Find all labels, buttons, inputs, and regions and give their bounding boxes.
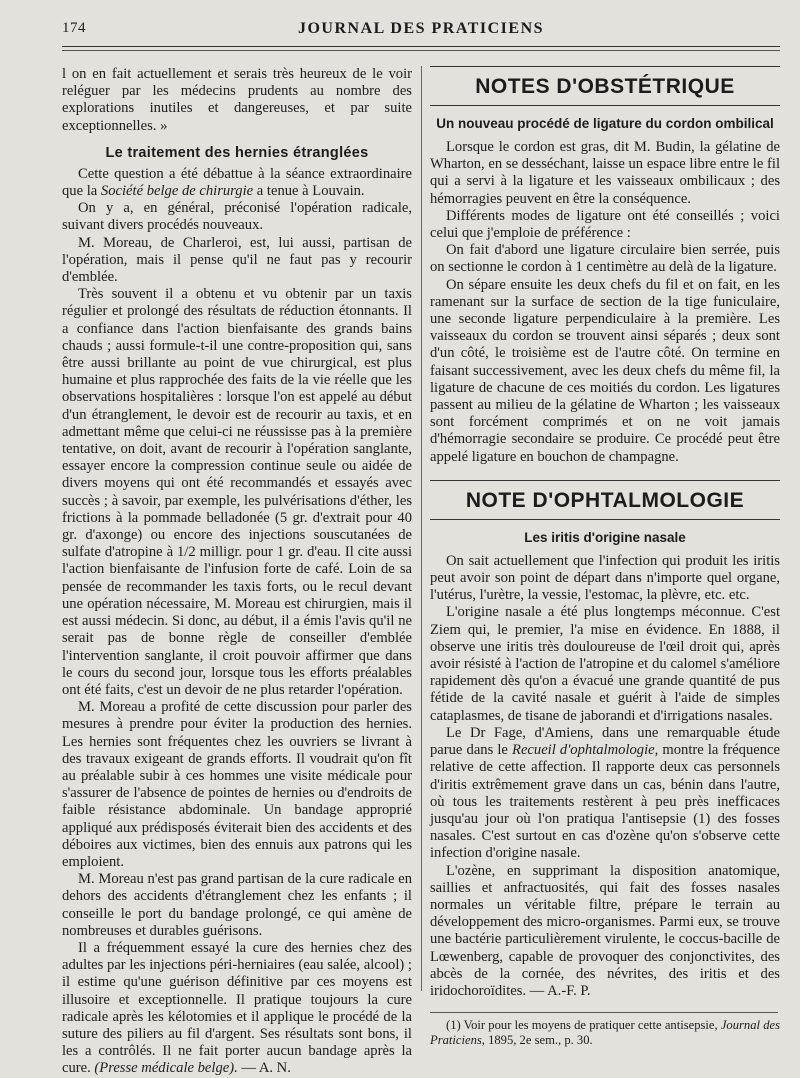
- paragraph: M. Moreau a profité de cette discussion pour parler des mesures à prendre pour éviter la production des hernies. Les hernies sont fréquentes chez les ouvriers se livrant à des travaux exigeant de grands efforts. Il voudrait qu'on fît au préalable subir à ces hommes une visite médicale pour s'assurer de l'absence de pointes de hernies ou d'endroits de faible résistance abdominale. Un bandage approprié appliqué aux prédisposés éviterait bien des accidents et des déboires aux victimes, bien des ennuis aux patrons qui les emploient.: [62, 699, 412, 870]
- paragraph: Le Dr Fage, d'Amiens, dans une remarquable étude parue dans le Recueil d'ophtalmologie, montre la fréquence relative de cette affection. Il rapporte deux cas personnels d'iritis extrêmement grave dans un cas, bénin dans l'autre, où tous les traitements restèrent à peu près inefficaces jusqu'au jour où l'on pratiqua l'antisepsie (1) des fosses nasales. C'est surtout en cas d'ozène qu'on s'observe cette infection d'origine nasale.: [430, 724, 781, 862]
- paragraph: Il a fréquemment essayé la cure des hernies chez des adultes par les injections péri-herniaires (eau salée, alcool) ; il estime qu'une guérison définitive par ces moyens est illusoire et exceptionnelle. Il pratique toujours la cure radicale après les kélotomies et il applique le procédé de la suture des piliers au fil d'argent. Ses résultats sont bons, il les a contrôlés. Il ne fait porter aucun bandage après la cure. (Presse médicale belge). — A. N.: [62, 939, 412, 1077]
- paragraph: On y a, en général, préconisé l'opération radicale, suivant divers procédés nouveaux.: [62, 200, 412, 234]
- paragraph: On sait actuellement que l'infection qui produit les iritis peut avoir son point de départ dans n'importe quel organe, l'utérus, l'urètre, la vessie, l'estomac, la plèvre, etc. etc.: [430, 552, 780, 604]
- header-rule-thin: [62, 50, 780, 51]
- left-column: [62, 66, 412, 1078]
- heading-rule: [430, 105, 780, 106]
- paragraph: On fait d'abord une ligature circulaire bien serrée, puis on sectionne le cordon à 1 centimètre au delà de la ligature.: [430, 242, 780, 276]
- column-divider: [421, 66, 422, 991]
- subheading-iritis: Les iritis d'origine nasale: [524, 529, 686, 545]
- paragraph: Différents modes de ligature ont été conseillés ; voici celui que j'emploie de préférence :: [430, 207, 780, 242]
- page-number: 174: [62, 20, 86, 36]
- heading-rule-top: [430, 66, 780, 67]
- paragraph: L'origine nasale a été plus longtemps méconnue. C'est Ziem qui, le premier, l'a mise en évidence. En 1888, il observe une iritis très douloureuse de l'œil droit qui, après avoir résisté à l'action de l'atropine et du calomel s'améliore rapidement dès qu'on a évacué une grande quantité de pus fétide de la cavité nasale et guérit à l'aide de simples cataplasmes, de tisane de jaborandi et d'irrigations nasales.: [430, 604, 780, 724]
- paragraph: L'ozène, en supprimant la disposition anatomique, saillies et anfractuosités, qui fait des fosses nasales normales un véritable filtre, prépare le terrain au développement des micro-organismes. Parmi eux, se trouve une bactérie particulièrement virulente, le coccus-bacille de Lœwenberg, capable de provoquer des conjonctivites, des abcès de la cornée, des névrites, des iritis et des iridochoroïdites. — A.-F. P.: [430, 862, 780, 999]
- journal-title: JOURNAL DES PRATICIENS: [297, 20, 545, 37]
- paragraph: Cette question a été débattue à la séance extraordinaire que la Société belge de chirurgie a tenue à Louvain.: [62, 165, 412, 200]
- heading-rule-top: [430, 480, 780, 481]
- heading-rule: [430, 519, 780, 520]
- footnote-rule: [430, 1012, 778, 1013]
- paragraph: Très souvent il a obtenu et vu obtenir par un taxis régulier et prolongé des résultats de réduction étonnants. Il a confiance dans l'action bienfaisante des grands bains chauds ; aussi formule-t-il une contre-proposition qui, sans être aussi brillante au point de vue chirurgical, est plus humaine et plus rapprochée des faits de la vie réelle que les observations hospitalières : lorsque l'on est appelé au début d'un étranglement, le devoir est de recourir au taxis, et en admettant même que celui-ci ne réussisse pas à la première tentative, on doit, avant de recourir à l'opération sanglante, essayer encore la compression continue seule ou aidée de divers moyens qui ont été recommandés et essayés avec succès ; à savoir, par exemple, les pulvérisations d'éther, les frictions à la pommade belladonée (5 gr. d'extrait pour 40 gr. d'axonge) ou encore des injections souscutanées de sulfate d'atropine à 1/2 milligr. pour 1 gr. d'eau. Il cite aussi l'action bienfaisante de l'infusion forte de café. Loin de sa pensée de recommander les taxis forts, ou le recul devant une opération nécessaire, M. Moreau est chirurgien, mais il est aussi médecin. Si donc, au début, il a émis l'avis qu'il ne serait pas de bonne règle de conseiller d'emblée l'intervention sanglante, il croit pouvoir affirmer que dans le cours du second jour, lorsque tous les efforts préalables ont été faits, c'est un devoir de ne plus retarder l'opération.: [62, 286, 412, 698]
- heading-obstetrique: NOTES D'OBSTÉTRIQUE: [475, 75, 735, 98]
- section-title-hernies: Le traitement des hernies étranglées: [105, 144, 369, 161]
- paragraph: Lorsque le cordon est gras, dit M. Budin, la gélatine de Wharton, en se desséchant, laisse un espace libre entre le fil qui a servi à la ligature et les vaisseaux ombilicaux ; des hémorragies peuvent en être la conséquence.: [430, 139, 780, 207]
- header-rule: [62, 46, 780, 47]
- intro-paragraph: l on en fait actuellement et serais très heureux de le voir reléguer par les médecins prudents au nombre des explorations inutiles et dangereuses, et par suite exceptionnelles. »: [62, 66, 412, 134]
- paragraph: M. Moreau, de Charleroi, est, lui aussi, partisan de l'opération, mais il pense qu'il ne faut pas y recourir d'emblée.: [62, 234, 412, 286]
- subheading-ligature: Un nouveau procédé de ligature du cordon ombilical: [436, 116, 774, 131]
- footnote: (1) Voir pour les moyens de pratiquer cette antisepsie, Journal des Praticiens, 1895, 2e sem., p. 30.: [430, 1018, 780, 1048]
- paragraph: M. Moreau n'est pas grand partisan de la cure radicale en dehors des accidents d'étranglement chez les enfants ; il conseille le port du bandage prolongé, ce qui amène de nombreuses et durables guérisons.: [62, 871, 412, 939]
- page-header: [62, 18, 780, 44]
- right-column: [430, 66, 780, 1048]
- paragraph: On sépare ensuite les deux chefs du fil et on fait, en les ramenant sur la surface de section de la tige funiculaire, une seconde ligature perpendiculaire à la première. Les vaisseaux du cordon se trouvent ainsi séparés ; deux sont d'un côté, le troisième est de l'autre côté. On termine en faisant successivement, avec les deux chefs du même fil, la ligature de chacune de ces moitiés du cordon. Les ligatures passent au milieu de la gélatine de Wharton ; les vaisseaux sont forcément comprimés et on ne voit jamais d'hémorragie secondaire se produire. Ce procédé peut être appelé ligature en bouchon de champagne.: [430, 276, 780, 465]
- heading-ophtalmologie: NOTE D'OPHTALMOLOGIE: [465, 488, 745, 512]
